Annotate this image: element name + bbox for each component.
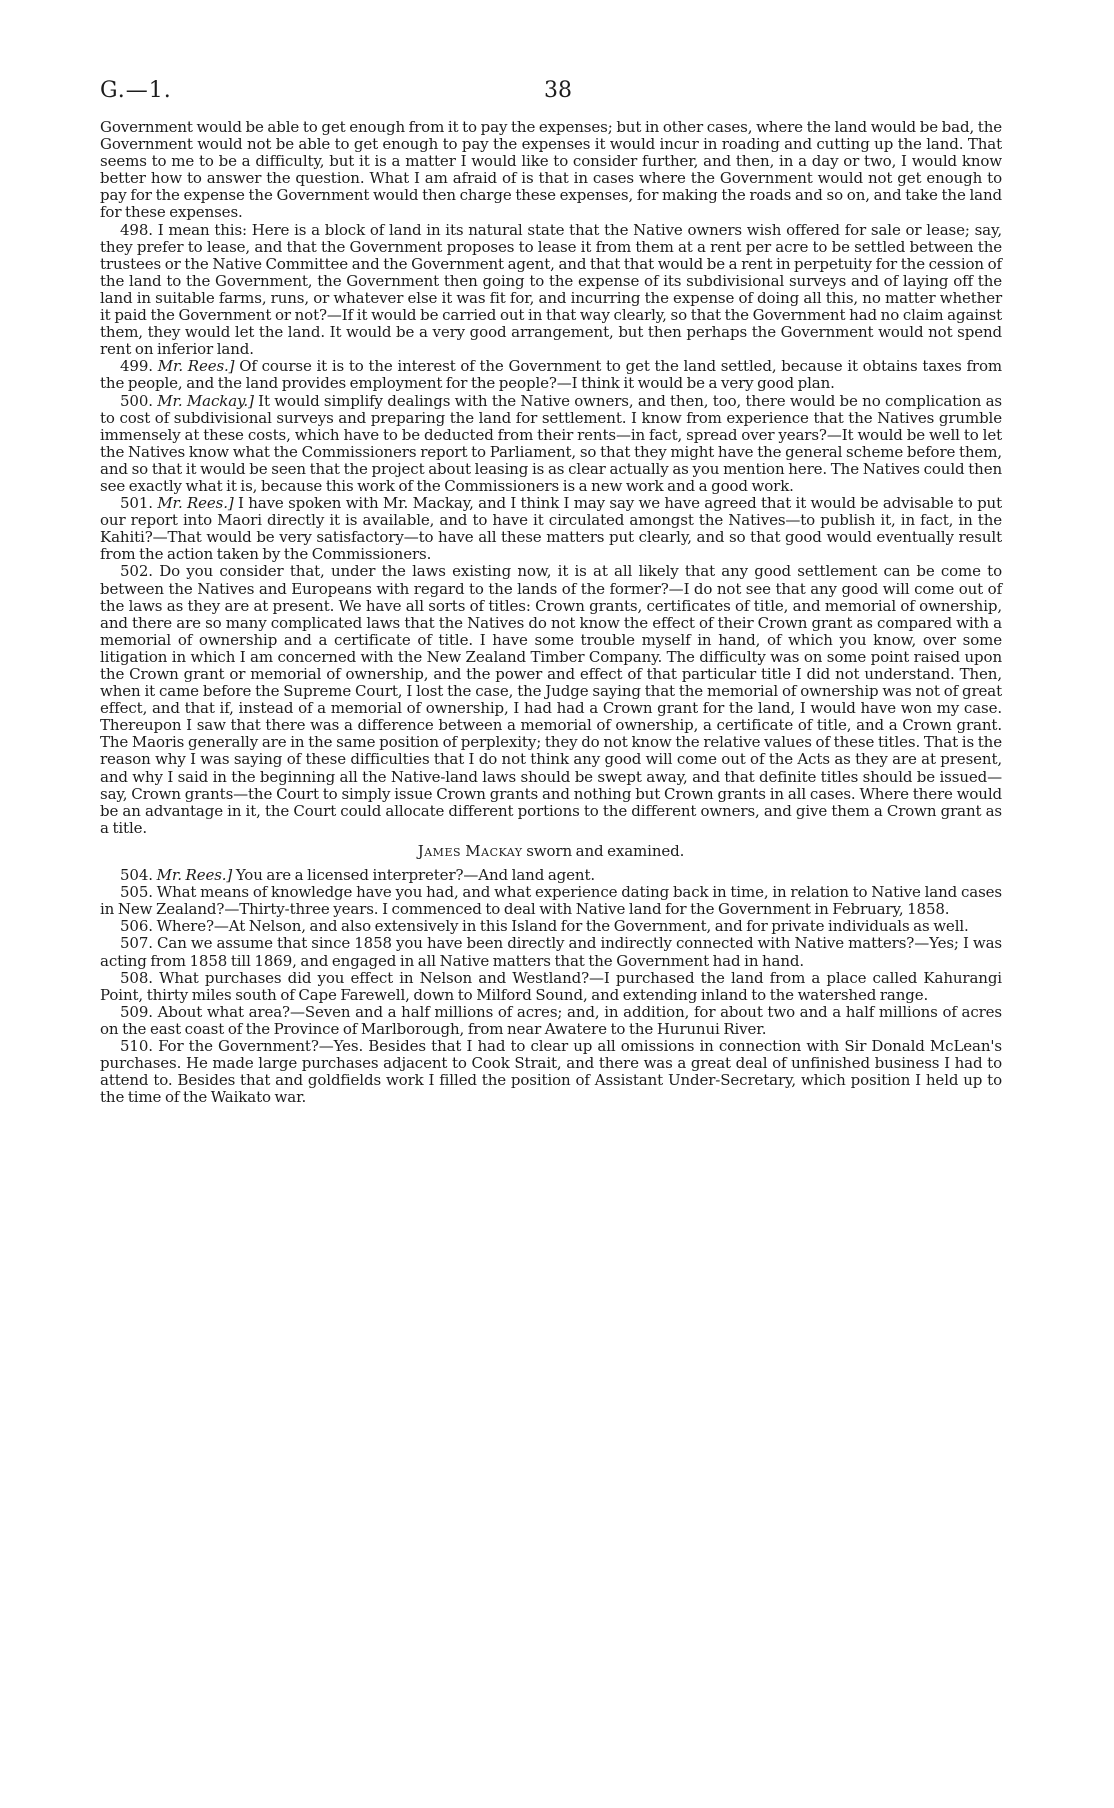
question-510 [100,1038,1002,1106]
question-507 [100,935,1002,969]
document-reference: G.—1. [100,78,172,103]
question-505 [100,884,1002,918]
paragraph-text: For the Government?—Yes. Besides that I had to clear up all omissions in connection with Sir Donald McLean's purchases. He made large purchases adjacent to Cook Strait, and there was a great deal of unfinished business I had to attend to. Besides that and goldfields work I filled the position of Assistant Under-Secretary, which position I held up to the time of the Waikato war. [100,1036,1002,1107]
paragraph-text: Do you consider that, under the laws existing now, it is at all likely that any good settlement can be come to between the Natives and Europeans with regard to the lands of the former?—I do not see that any good will come out of the laws as they are at present. We have all sorts of titles: Crown grants, certificates of title, and memorial of ownership, and there are so many complicated laws that the Natives do not know the effect of their Crown grant as compared with a memorial of ownership and a certificate of title. I have some trouble myself in hand, of which you know, over some litigation in which I am concerned with the New Zealand Timber Company. The difficulty was on some point raised upon the Crown grant or memorial of ownership, and the power and effect of that particular title I did not understand. Then, when it came before the Supreme Court, I lost the case, the Judge saying that the memorial of ownership was not of great effect, and that if, instead of a memorial of ownership, I had had a Crown grant for the land, I would have won my case. Thereupon I saw that there was a difference between a memorial of ownership, a certificate of title, and a Crown grant. The Maoris generally are in the same position of perplexity; they do not know the relative values of these titles. That is the reason why I was saying of these difficulties that I do not think any good will come out of the Acts as they are at present, and why I said in the beginning all the Native-land laws should be swept away, and that definite titles should be issued—say, Crown grants—the Court to simply issue Crown grants and nothing but Crown grants in all cases. Where there would be an advantage in it, the Court could allocate different portions to the different owners, and give them a Crown grant as a title. [100,562,1002,837]
question-number: 506. [120,917,153,936]
question-number: 502. [120,562,153,581]
page-header [100,78,1014,110]
section-heading [100,843,1002,860]
question-number: 498. [120,220,153,239]
question-501 [100,495,1002,563]
paragraph-text: About what area?—Seven and a half millions of acres; and, in addition, for about two and a half millions of acres on the east coast of the Province of Marlborough, from near Awatere to the Hurunui River. [100,1002,1002,1038]
paragraph-text: Can we assume that since 1858 you have been directly and indirectly connected with Native matters?—Yes; I was acting from 1858 till 1869, and engaged in all Native matters that the Government had in hand. [100,934,1002,970]
question-499 [100,358,1002,392]
question-509 [100,1004,1002,1038]
witness-name: James Mackay [417,841,523,860]
question-number: 501. [120,494,153,513]
question-504 [100,867,1002,884]
heading-rest: sworn and examined. [526,841,685,860]
paragraph-text: Where?—At Nelson, and also extensively in this Island for the Government, and for private individuals as well. [156,917,969,936]
question-number: 508. [120,968,153,987]
paragraph-text: Government would be able to get enough from it to pay the expenses; but in other cases, where the land would be bad, the Government would not be able to get enough to pay the expenses it would incur in roading and cutting up the land. That seems to me to be a difficulty, but it is a matter I would like to consider further, and then, in a day or two, I would know better how to answer the question. What I am afraid of is that in cases where the Government would not get enough to pay for the expense the Government would then charge these expenses, for making the roads and so on, and take the land for these expenses. [100,118,1002,222]
speaker-label: Mr. Rees.] [156,866,233,885]
paragraph-text: What means of knowledge have you had, and what experience dating back in time, in relation to Native land cases in New Zealand?—Thirty-three years. I commenced to deal with Native land for the Government in February, 1858. [100,883,1002,919]
paragraph-text: Of course it is to the interest of the Government to get the land settled, because it obtains taxes from the people, and the land provides employment for the people?—I think it would be a very good plan. [100,357,1002,393]
question-500 [100,393,1002,496]
paragraph-text: I mean this: Here is a block of land in its natural state that the Native owners wish offered for sale or lease; say, they prefer to lease, and that the Government proposes to lease it from them at a rent per acre to be settled between the trustees or the Native Committee and the Government agent, and that that would be a rent in perpetuity for the cession of the land to the Government, the Government then going to the expense of its subdivisional surveys and of laying off the land in suitable farms, runs, or whatever else it was fit for, and incurring the expense of doing all this, no matter whether it paid the Government or not?—If it would be carried out in that way clearly, so that the Government had no claim against them, they would let the land. It would be a very good arrangement, but then perhaps the Government would not spend rent on inferior land. [100,220,1002,359]
question-508 [100,970,1002,1004]
question-502 [100,563,1002,837]
question-506 [100,918,1002,935]
paragraph-text: I have spoken with Mr. Mackay, and I think I may say we have agreed that it would be advisable to put our report into Maori directly it is available, and to have it circulated amongst the Natives—to publish it, in fact, in the Kahiti?—That would be very satisfactory—to have all these matters put clearly, and so that good would eventually result from the action taken by the Commissioners. [100,494,1002,564]
body-text [100,119,1002,1106]
question-number: 499. [120,357,153,376]
question-number: 509. [120,1002,153,1021]
page-number: 38 [544,78,572,103]
paragraph-text: What purchases did you effect in Nelson and Westland?—I purchased the land from a place called Kahurangi Point, thirty miles south of Cape Farewell, down to Milford Sound, and extending inland to the watershed range. [100,968,1002,1004]
question-number: 505. [120,883,153,902]
question-number: 504. [120,866,153,885]
question-number: 507. [120,934,153,953]
speaker-label: Mr. Mackay.] [157,391,254,410]
paragraph-continuation [100,119,1002,222]
speaker-label: Mr. Rees.] [157,494,234,513]
question-498 [100,222,1002,359]
paragraph-text: It would simplify dealings with the Native owners, and then, too, there would be no complication as to cost of subdivisional surveys and preparing the land for settlement. I know from experience that the Natives grumble immensely at these costs, which have to be deducted from their rents—in fact, spread over years?—It would be well to let the Natives know what the Commissioners report to Parliament, so that they might have the general scheme before them, and so that it would be seen that the project about leasing is as clear actually as you mention here. The Natives could then see exactly what it is, because this work of the Commissioners is a new work and a good work. [100,391,1002,495]
question-number: 500. [120,391,153,410]
paragraph-text: You are a licensed interpreter?—And land agent. [235,866,596,885]
question-number: 510. [120,1036,153,1055]
speaker-label: Mr. Rees.] [157,357,235,376]
